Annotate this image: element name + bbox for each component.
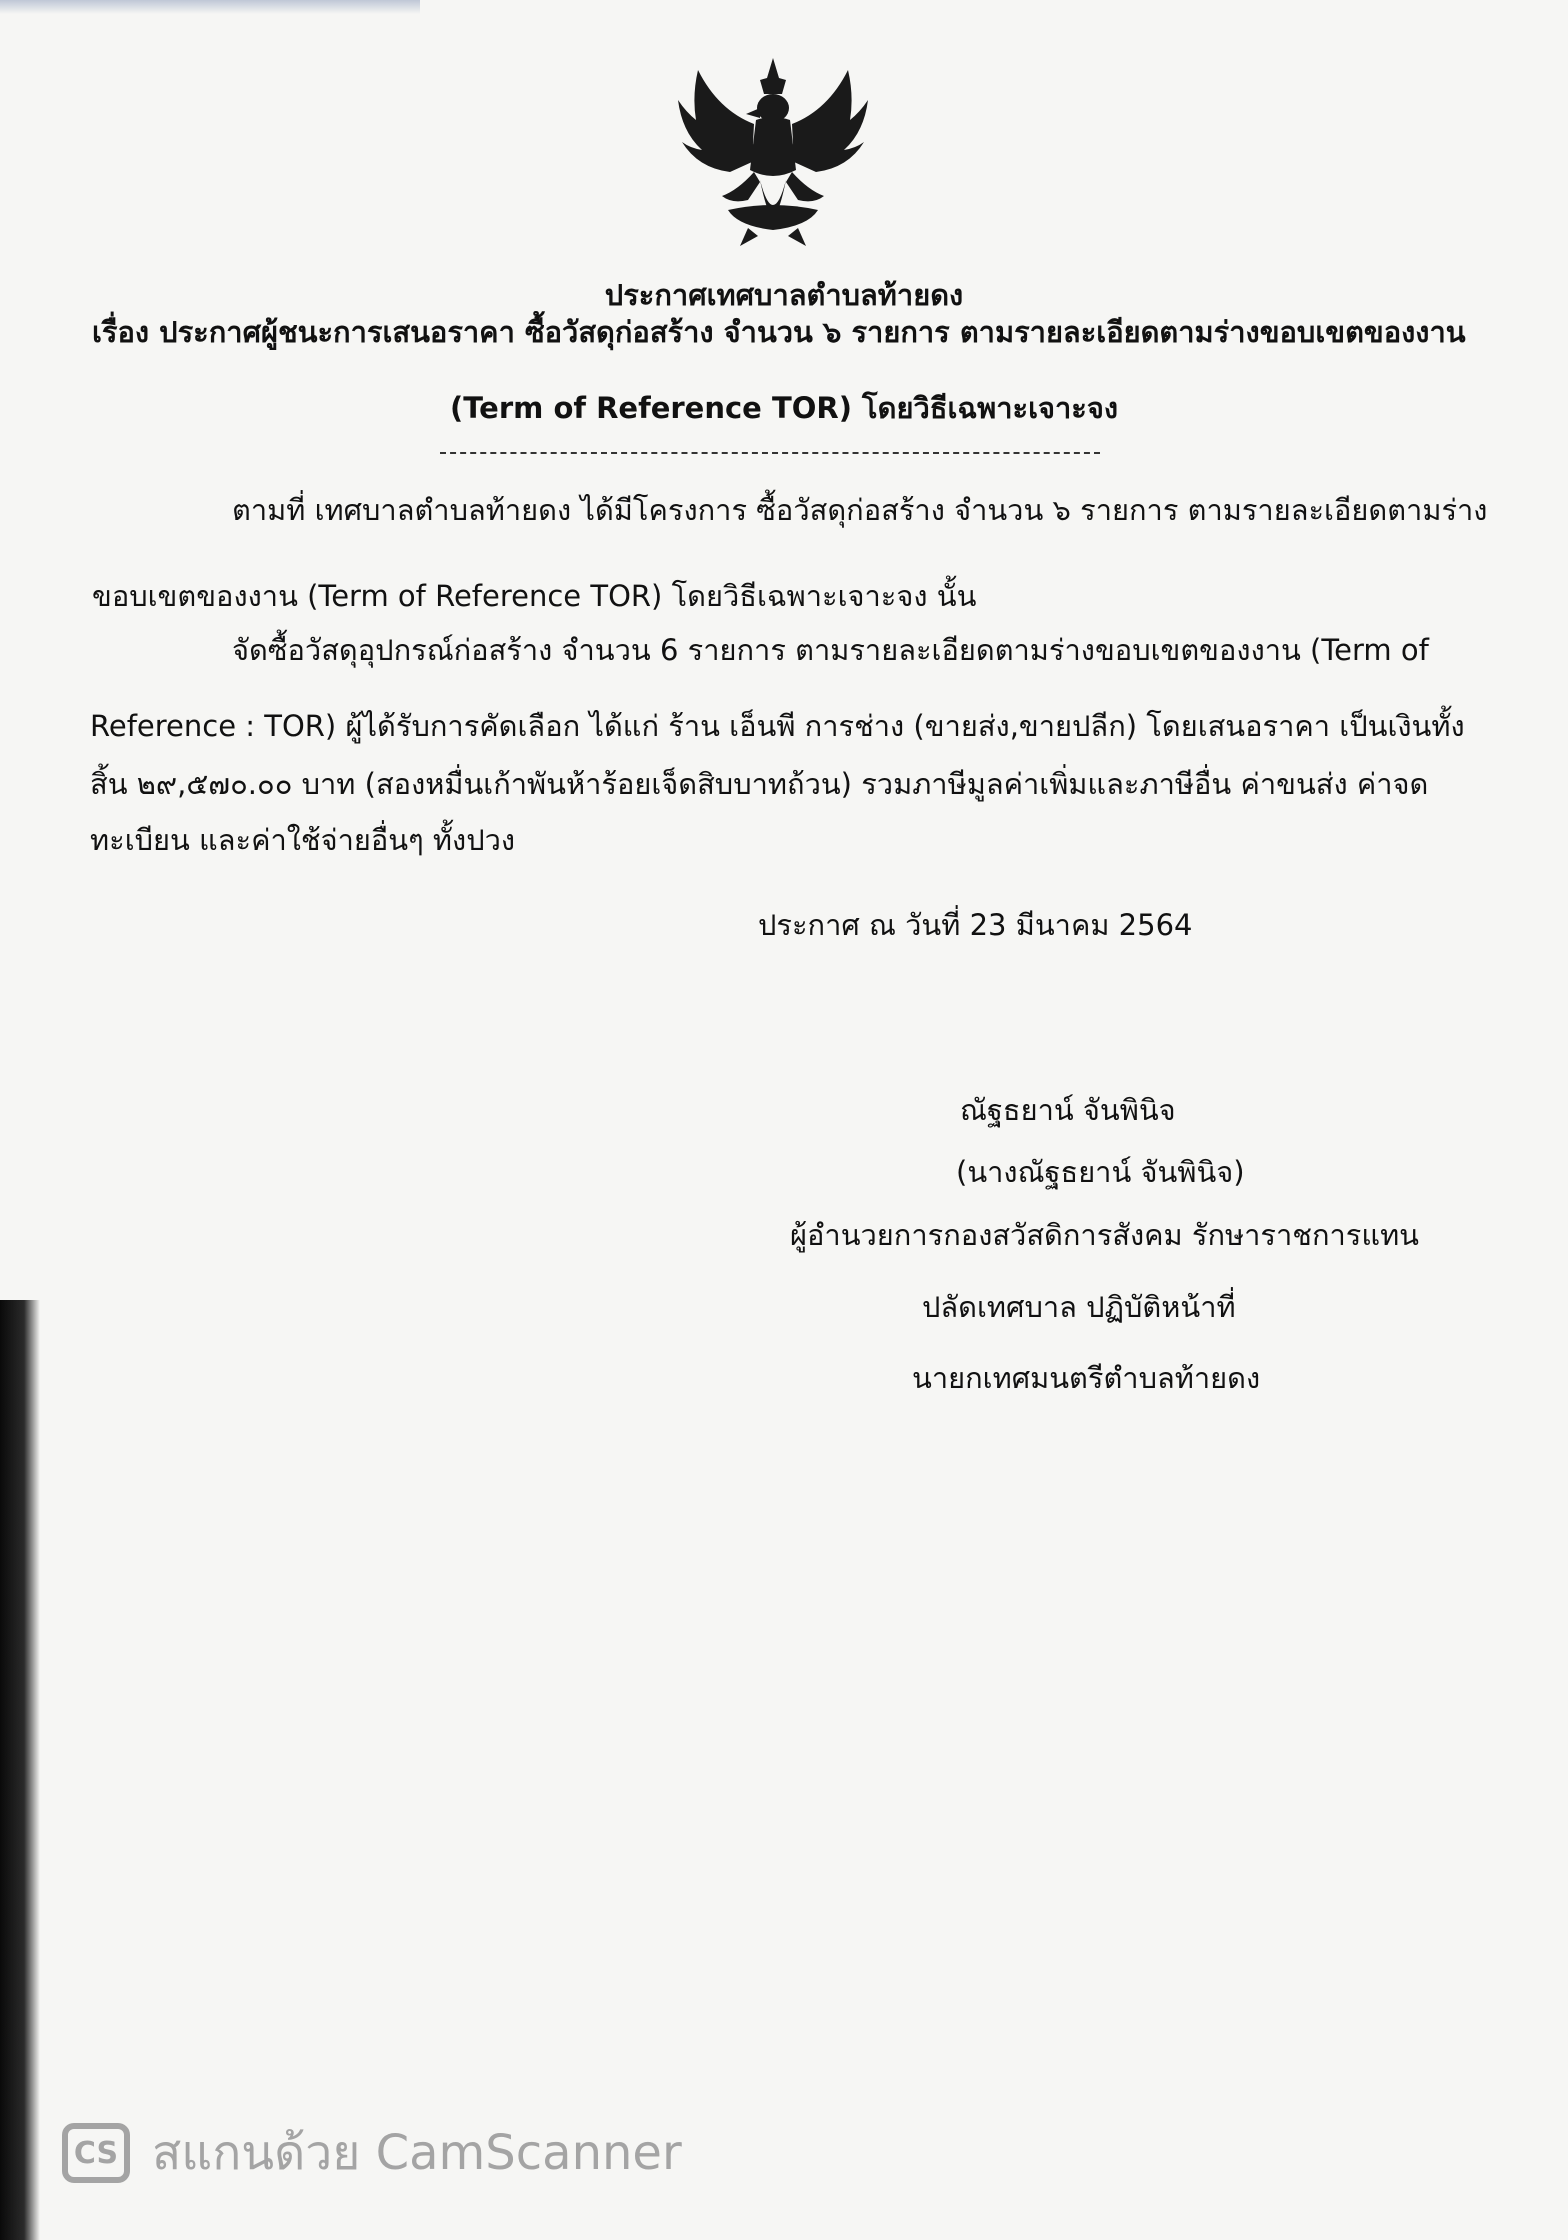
paragraph-2-line-1: จัดซื้อวัสดุอุปกรณ์ก่อสร้าง จำนวน 6 รายการ ตามรายละเอียดตามร่างขอบเขตของงาน (Term of <box>232 633 1429 667</box>
signature-position-1: ผู้อำนวยการกองสวัสดิการสังคม รักษาราชการแทน <box>790 1218 1420 1252</box>
signature-name: ณัฐธยาน์ จันพินิจ <box>960 1093 1176 1127</box>
garuda-emblem-icon <box>668 50 878 250</box>
announcement-date: ประกาศ ณ วันที่ 23 มีนาคม 2564 <box>758 908 1193 942</box>
signature-position-3: นายกเทศมนตรีตำบลท้ายดง <box>912 1361 1261 1395</box>
paragraph-2-line-3: สิ้น ๒๙,๕๗๐.๐๐ บาท (สองหมื่นเก้าพันห้าร้อยเจ็ดสิบบาทถ้วน) รวมภาษีมูลค่าเพิ่มและภาษีอื่น ค่าขนส่ง ค่าจด <box>90 767 1429 801</box>
page-title: ประกาศเทศบาลตำบลท้ายดง <box>604 278 964 312</box>
signature-full-name: (นางณัฐธยาน์ จันพินิจ) <box>956 1155 1245 1189</box>
watermark-text: สแกนด้วย CamScanner <box>152 2125 682 2181</box>
camscanner-logo-icon: CS <box>62 2123 130 2183</box>
signature-position-2: ปลัดเทศบาล ปฏิบัติหน้าที่ <box>922 1290 1236 1324</box>
subject-line: เรื่อง ประกาศผู้ชนะการเสนอราคา ซื้อวัสดุก่อสร้าง จำนวน ๖ รายการ ตามรายละเอียดตามร่างขอบเขตของงาน <box>92 315 1466 349</box>
paragraph-1-line-1: ตามที่ เทศบาลตำบลท้ายดง ได้มีโครงการ ซื้อวัสดุก่อสร้าง จำนวน ๖ รายการ ตามรายละเอียดตามร่าง <box>232 493 1488 527</box>
dashed-divider <box>440 452 1100 454</box>
paragraph-2-line-4: ทะเบียน และค่าใช้จ่ายอื่นๆ ทั้งปวง <box>90 823 516 857</box>
camscanner-watermark <box>62 2118 682 2188</box>
paragraph-1-line-2: ขอบเขตของงาน (Term of Reference TOR) โดยวิธีเฉพาะเจาะจง นั้น <box>92 579 977 613</box>
subject-line-continued: (Term of Reference TOR) โดยวิธีเฉพาะเจาะจง <box>449 391 1119 425</box>
paragraph-2-line-2: Reference : TOR) ผู้ได้รับการคัดเลือก ได้แก่ ร้าน เอ็นพี การช่าง (ขายส่ง,ขายปลีก) โดยเสนอราคา เป็นเงินทั้ง <box>90 709 1465 743</box>
